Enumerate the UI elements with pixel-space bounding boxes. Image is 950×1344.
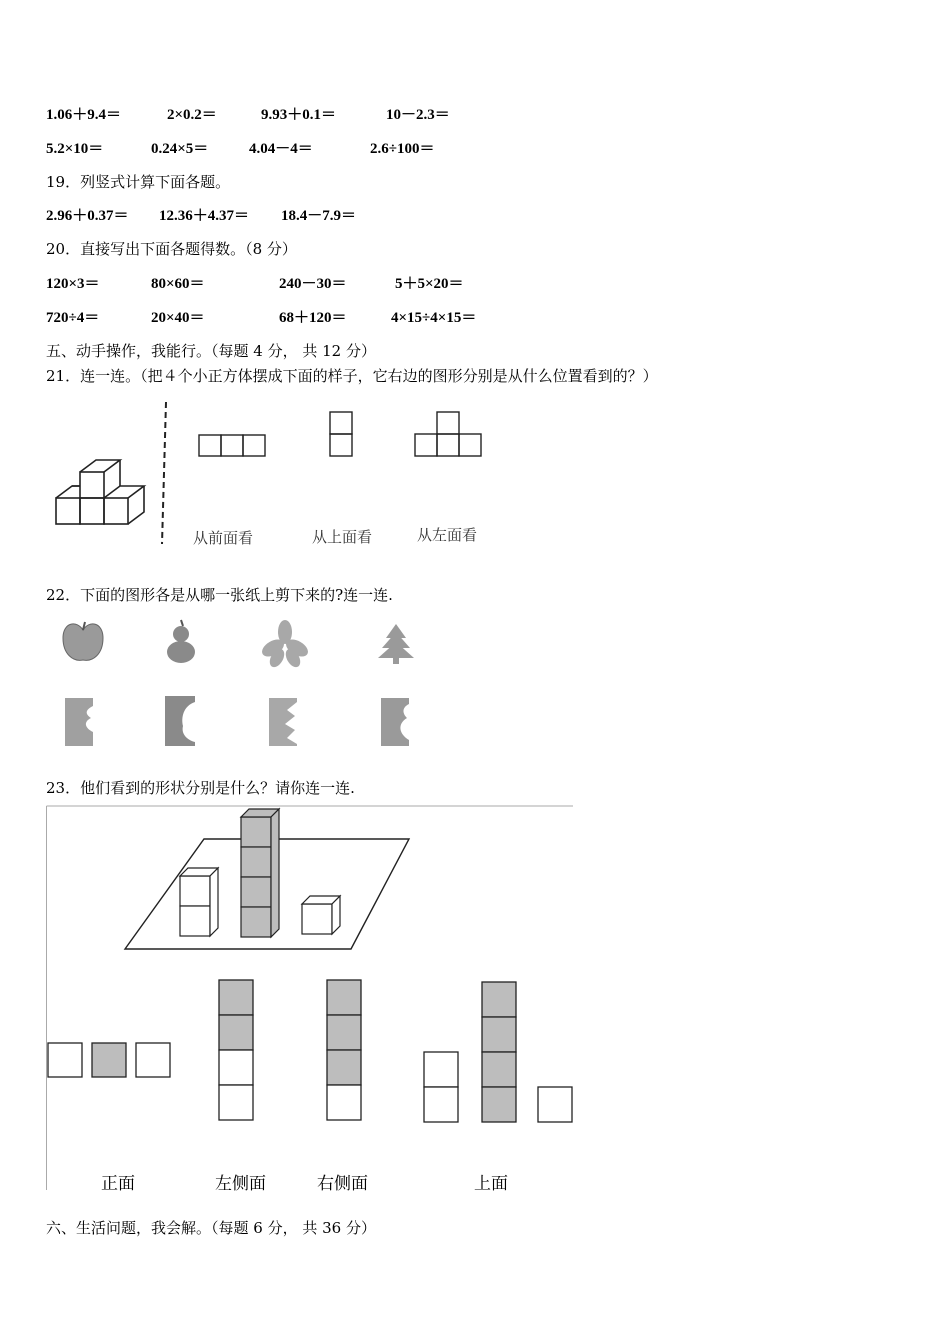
q20-item-7: 68＋120＝ xyxy=(279,310,347,326)
q23-figure xyxy=(46,806,576,1190)
flower-shape-icon xyxy=(259,620,311,670)
paper-cutout-4-icon xyxy=(381,698,409,746)
equation-3: 9.93＋0.1＝ xyxy=(261,107,337,123)
question-20-title: 20．直接写出下面各题得数。（8 分） xyxy=(46,240,297,258)
equation-8: 2.6÷100＝ xyxy=(370,141,435,157)
question-19-title: 19．列竖式计算下面各题。 xyxy=(46,173,231,191)
q22-figure xyxy=(55,618,435,758)
paper-cutout-2-icon xyxy=(165,696,195,746)
section-5-heading: 五、动手操作，我能行。（每题 4 分， 共 12 分） xyxy=(46,342,376,360)
question-22-title: 22．下面的图形各是从哪一张纸上剪下来的?连一连. xyxy=(46,586,393,604)
paper-cutout-1-icon xyxy=(65,698,93,746)
question-21-title: 21．连一连。（把４个小正方体摆成下面的样子，它右边的图形分别是从什么位置看到的？） xyxy=(46,367,658,385)
q20-item-5: 720÷4＝ xyxy=(46,310,100,326)
tree-shape-icon xyxy=(378,624,414,664)
q19-item-2: 12.36＋4.37＝ xyxy=(159,208,250,224)
apple-shape-icon xyxy=(63,622,103,660)
q20-item-2: 80×60＝ xyxy=(151,276,205,292)
q19-item-3: 18.4－7.9＝ xyxy=(281,208,357,224)
paper-cutout-3-icon xyxy=(269,698,297,746)
equation-7: 4.04－4＝ xyxy=(249,141,313,157)
q20-item-8: 4×15÷4×15＝ xyxy=(391,310,477,326)
q21-label-top: 从上面看 xyxy=(312,528,373,546)
q23-label-front: 正面 xyxy=(101,1174,135,1194)
q23-label-top: 上面 xyxy=(474,1174,508,1194)
q21-label-left: 从左面看 xyxy=(417,526,478,544)
q23-label-left-side: 左侧面 xyxy=(215,1174,266,1194)
q19-item-1: 2.96＋0.37＝ xyxy=(46,208,129,224)
section-6-heading: 六、生活问题，我会解。（每题 6 分， 共 36 分） xyxy=(46,1219,376,1237)
equation-2: 2×0.2＝ xyxy=(167,107,217,123)
equation-4: 10－2.3＝ xyxy=(386,107,450,123)
q20-item-4: 5＋5×20＝ xyxy=(395,276,464,292)
question-23-title: 23．他们看到的形状分别是什么？请你连一连. xyxy=(46,779,355,797)
q20-item-1: 120×3＝ xyxy=(46,276,100,292)
q21-label-front: 从前面看 xyxy=(193,529,254,547)
q20-item-3: 240－30＝ xyxy=(279,276,347,292)
equation-5: 5.2×10＝ xyxy=(46,141,104,157)
equation-1: 1.06＋9.4＝ xyxy=(46,107,122,123)
equation-6: 0.24×5＝ xyxy=(151,141,209,157)
q20-item-6: 20×40＝ xyxy=(151,310,205,326)
q23-label-right-side: 右侧面 xyxy=(317,1174,368,1194)
gourd-shape-icon xyxy=(167,620,195,663)
